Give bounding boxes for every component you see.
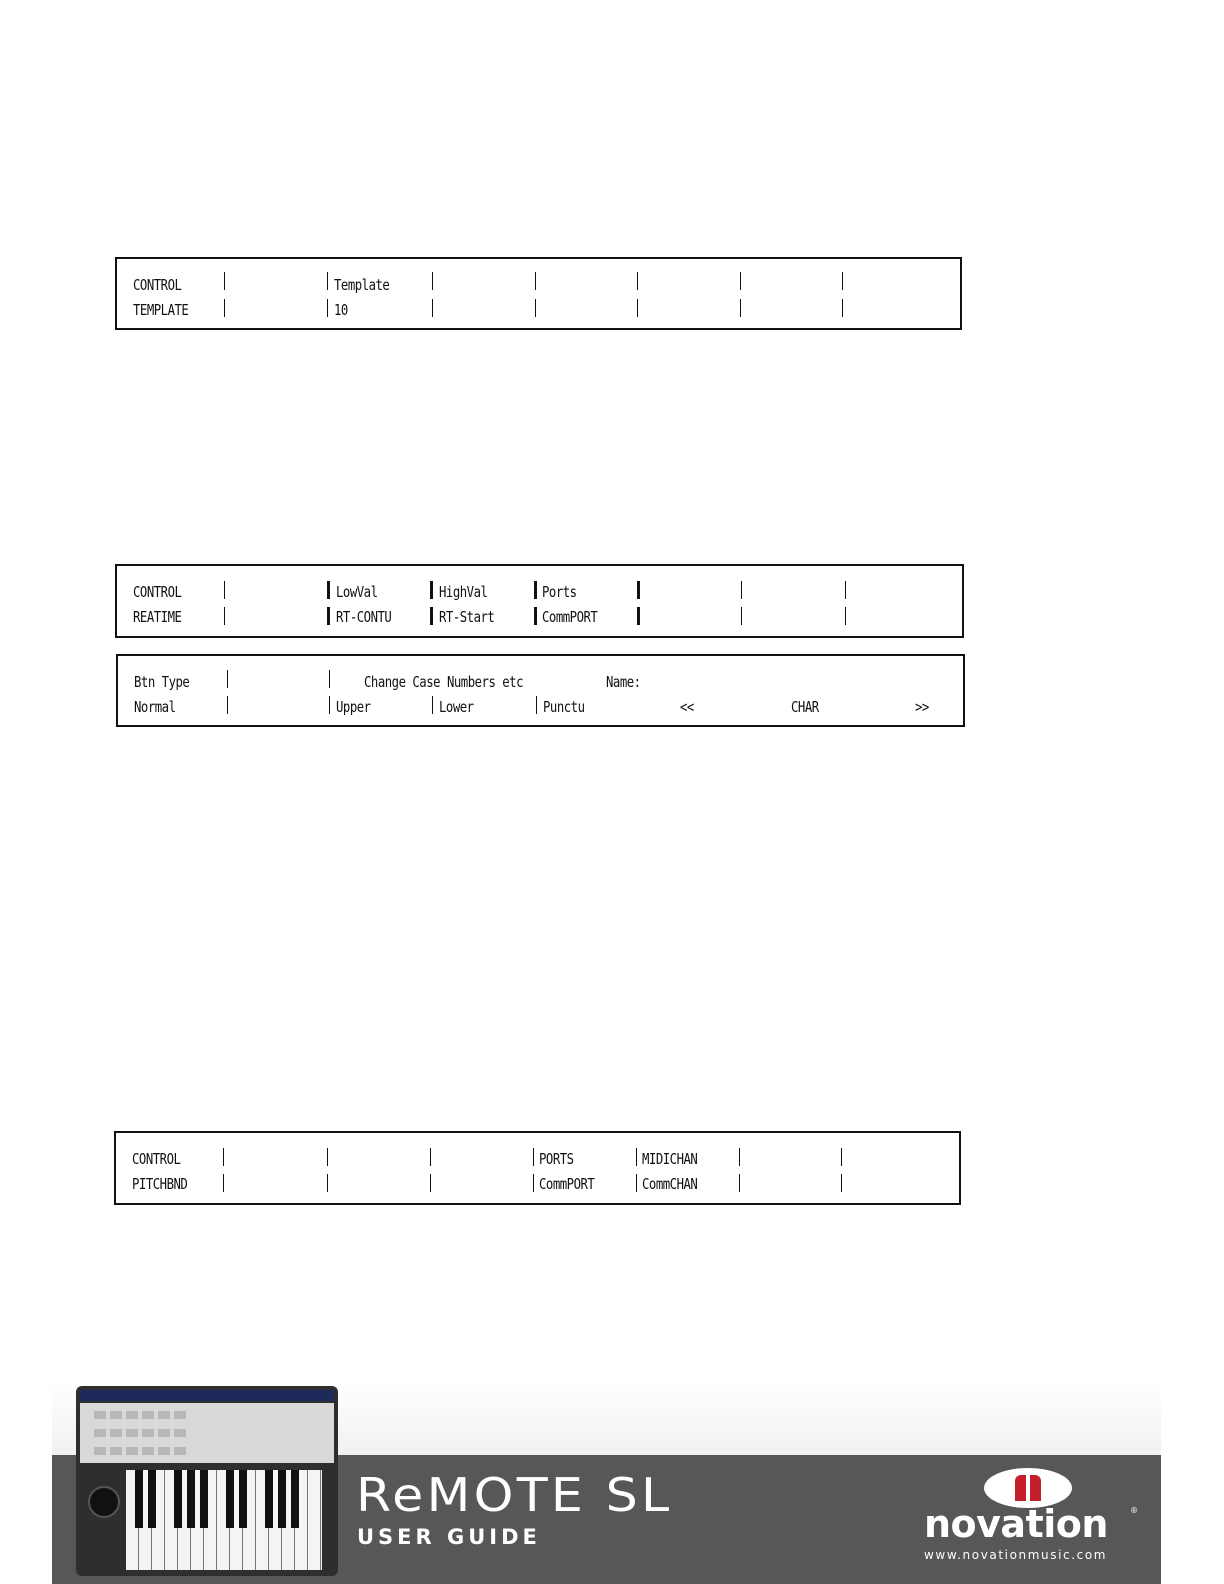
lcd-divider bbox=[842, 272, 843, 290]
lcd-divider bbox=[841, 1148, 842, 1166]
keyboard-pad bbox=[126, 1429, 138, 1437]
lcd-divider bbox=[224, 272, 225, 290]
keyboard-pad bbox=[94, 1411, 106, 1419]
lcd-cell: RT-CONTU bbox=[336, 608, 392, 626]
lcd-divider bbox=[329, 696, 330, 714]
lcd-divider bbox=[740, 299, 741, 317]
lcd-divider bbox=[741, 581, 742, 599]
product-name: ReMOTE SL bbox=[356, 1468, 673, 1522]
keyboard-pad bbox=[94, 1447, 106, 1455]
keyboard-pad bbox=[126, 1411, 138, 1419]
lcd-divider bbox=[637, 299, 638, 317]
keyboard-pad bbox=[158, 1447, 170, 1455]
lcd-divider bbox=[432, 272, 433, 290]
lcd-divider bbox=[741, 607, 742, 625]
lcd-screen-pitchbend bbox=[114, 1131, 961, 1205]
lcd-cell: CONTROL bbox=[132, 1150, 181, 1168]
lcd-cell: CONTROL bbox=[133, 276, 182, 294]
lcd-divider bbox=[430, 1148, 431, 1166]
keyboard-pad bbox=[142, 1429, 154, 1437]
lcd-screen-template bbox=[115, 257, 962, 330]
lcd-divider bbox=[637, 607, 640, 625]
lcd-cell: Btn Type bbox=[134, 673, 190, 691]
lcd-divider bbox=[224, 607, 225, 625]
lcd-cell: << bbox=[680, 698, 694, 716]
lcd-cell: 10 bbox=[334, 301, 348, 319]
keyboard-pad bbox=[110, 1429, 122, 1437]
lcd-divider bbox=[534, 607, 537, 625]
lcd-divider bbox=[534, 581, 537, 599]
lcd-cell: CommPORT bbox=[539, 1175, 595, 1193]
keyboard-dial bbox=[88, 1486, 120, 1518]
keyboard-keys bbox=[126, 1470, 322, 1570]
lcd-screen-button-name bbox=[116, 654, 965, 727]
lcd-cell: >> bbox=[915, 698, 929, 716]
lcd-divider bbox=[637, 581, 640, 599]
lcd-divider bbox=[533, 1148, 534, 1166]
lcd-cell: Punctu bbox=[543, 698, 585, 716]
document-subtitle: USER GUIDE bbox=[357, 1525, 541, 1549]
registered-mark: ® bbox=[1130, 1506, 1138, 1515]
lcd-divider bbox=[227, 670, 228, 688]
brand-url[interactable]: www.novationmusic.com bbox=[924, 1548, 1108, 1562]
keyboard-pad bbox=[174, 1447, 186, 1455]
lcd-divider bbox=[327, 299, 328, 317]
lcd-divider bbox=[223, 1174, 224, 1192]
lcd-divider bbox=[637, 272, 638, 290]
lcd-divider bbox=[430, 581, 433, 599]
lcd-divider bbox=[327, 1148, 328, 1166]
lcd-divider bbox=[430, 1174, 431, 1192]
lcd-cell: PORTS bbox=[539, 1150, 574, 1168]
lcd-divider bbox=[535, 299, 536, 317]
lcd-cell: Upper bbox=[336, 698, 371, 716]
keyboard-illustration bbox=[76, 1386, 338, 1576]
keyboard-pad bbox=[158, 1411, 170, 1419]
keyboard-pad bbox=[174, 1411, 186, 1419]
lcd-divider bbox=[432, 696, 433, 714]
keyboard-control-panel bbox=[80, 1403, 334, 1463]
lcd-cell: HighVal bbox=[439, 583, 488, 601]
lcd-cell: Ports bbox=[542, 583, 577, 601]
keyboard-pad bbox=[94, 1429, 106, 1437]
lcd-cell: CHAR bbox=[791, 698, 819, 716]
lcd-cell: CommPORT bbox=[542, 608, 598, 626]
lcd-cell: Normal bbox=[134, 698, 176, 716]
lcd-divider bbox=[536, 696, 537, 714]
lcd-divider bbox=[223, 1148, 224, 1166]
keyboard-pad bbox=[142, 1447, 154, 1455]
lcd-divider bbox=[845, 607, 846, 625]
lcd-divider bbox=[327, 272, 328, 290]
keyboard-lcd-strip bbox=[80, 1390, 334, 1401]
lcd-divider bbox=[329, 670, 330, 688]
keyboard-pad bbox=[158, 1429, 170, 1437]
brand-name: novation bbox=[924, 1502, 1108, 1546]
lcd-divider bbox=[224, 581, 225, 599]
lcd-cell: REATIME bbox=[133, 608, 182, 626]
lcd-cell: Change Case Numbers etc bbox=[364, 673, 524, 691]
lcd-cell: LowVal bbox=[336, 583, 378, 601]
lcd-divider bbox=[636, 1174, 637, 1192]
lcd-divider bbox=[841, 1174, 842, 1192]
lcd-cell: RT-Start bbox=[439, 608, 495, 626]
lcd-cell: Name: bbox=[606, 673, 641, 691]
lcd-divider bbox=[432, 299, 433, 317]
lcd-cell: Lower bbox=[439, 698, 474, 716]
lcd-cell: CommCHAN bbox=[642, 1175, 698, 1193]
lcd-divider bbox=[739, 1148, 740, 1166]
lcd-cell: Template bbox=[334, 276, 390, 294]
lcd-divider bbox=[636, 1148, 637, 1166]
lcd-divider bbox=[842, 299, 843, 317]
keyboard-pad bbox=[110, 1411, 122, 1419]
lcd-divider bbox=[739, 1174, 740, 1192]
keyboard-pad bbox=[174, 1429, 186, 1437]
lcd-divider bbox=[535, 272, 536, 290]
lcd-cell: TEMPLATE bbox=[133, 301, 189, 319]
lcd-divider bbox=[533, 1174, 534, 1192]
keyboard-pad bbox=[110, 1447, 122, 1455]
keyboard-pad bbox=[142, 1411, 154, 1419]
lcd-divider bbox=[227, 696, 228, 714]
lcd-screen-realtime bbox=[115, 564, 964, 638]
lcd-divider bbox=[327, 581, 330, 599]
lcd-divider bbox=[327, 1174, 328, 1192]
lcd-cell: MIDICHAN bbox=[642, 1150, 698, 1168]
lcd-divider bbox=[430, 607, 433, 625]
keyboard-pad bbox=[126, 1447, 138, 1455]
lcd-cell: CONTROL bbox=[133, 583, 182, 601]
lcd-divider bbox=[740, 272, 741, 290]
lcd-divider bbox=[327, 607, 330, 625]
lcd-divider bbox=[845, 581, 846, 599]
lcd-divider bbox=[224, 299, 225, 317]
lcd-cell: PITCHBND bbox=[132, 1175, 188, 1193]
